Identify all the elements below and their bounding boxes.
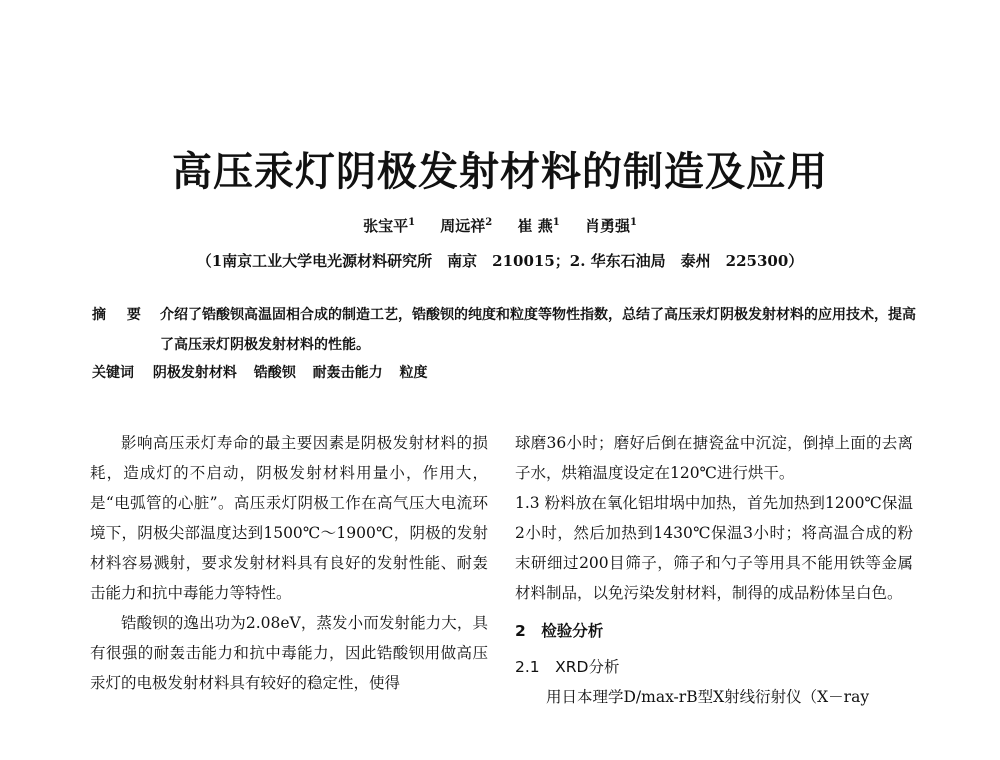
keyword: 锆酸钡: [253, 365, 296, 381]
subsection-heading: 2.1 XRD分析: [515, 658, 620, 676]
abstract-text: 介绍了锆酸钡高温固相合成的制造工艺，锆酸钡的纯度和粒度等物性指数，总结了高压汞灯阴极发射材料的应用技术，提高了高压汞灯阴极发射材料的性能。: [160, 307, 916, 353]
author: 肖勇强$^1$: [584, 217, 637, 235]
author-list: [0, 215, 1000, 236]
keyword: 阴极发射材料: [152, 365, 237, 381]
keyword: 耐轰击能力: [312, 365, 383, 381]
paper-title: 高压汞灯阴极发射材料的制造及应用: [172, 149, 828, 195]
abstract: [92, 300, 922, 360]
left-column: [90, 428, 488, 698]
abstract-label: 摘 要: [92, 307, 149, 323]
keywords-label: 关键词: [92, 365, 134, 381]
body-paragraph: 锆酸钡的逸出功为2.08eV，蒸发小而发射能力大，具有很强的耐轰击能力和抗中毒能力，因此锆酸钡用做高压汞灯的电极发射材料具有较好的稳定性，使得: [90, 614, 488, 692]
author: 崔 燕$^1$: [517, 217, 560, 235]
right-column: [515, 428, 913, 712]
keywords: [92, 362, 922, 382]
body-paragraph: 球磨36小时；磨好后倒在搪瓷盆中沉淀，倒掉上面的去离子水，烘箱温度设定在120℃进行烘干。: [515, 434, 913, 482]
affiliation: （1南京工业大学电光源材料研究所 南京 210015；2. 华东石油局 泰州 225300）: [196, 252, 804, 270]
body-paragraph: 1.3 粉料放在氧化铝坩埚中加热，首先加热到1200℃保温2小时，然后加热到1430℃保温3小时；将高温合成的粉末研细过200目筛子，筛子和勺子等用具不能用铁等金属材料制品，以免污染发射材料，制得的成品粉体呈白色。: [515, 494, 913, 602]
section-heading: 2 检验分析: [515, 622, 604, 640]
body-paragraph: 用日本理学D/max-rB型X射线衍射仪（X－ray: [546, 688, 870, 706]
body-paragraph: 影响高压汞灯寿命的最主要因素是阴极发射材料的损耗，造成灯的不启动，阴极发射材料用量小，作用大，是“电弧管的心脏”。高压汞灯阴极工作在高气压大电流环境下，阴极尖部温度达到1500℃～1900℃，阴极的发射材料容易溅射，要求发射材料具有良好的发射性能、耐轰击能力和抗中毒能力等特性。: [90, 434, 488, 602]
author: 张宝平$^1$: [363, 217, 416, 235]
keyword: 粒度: [399, 365, 428, 381]
author: 周远祥$^2$: [440, 217, 493, 235]
